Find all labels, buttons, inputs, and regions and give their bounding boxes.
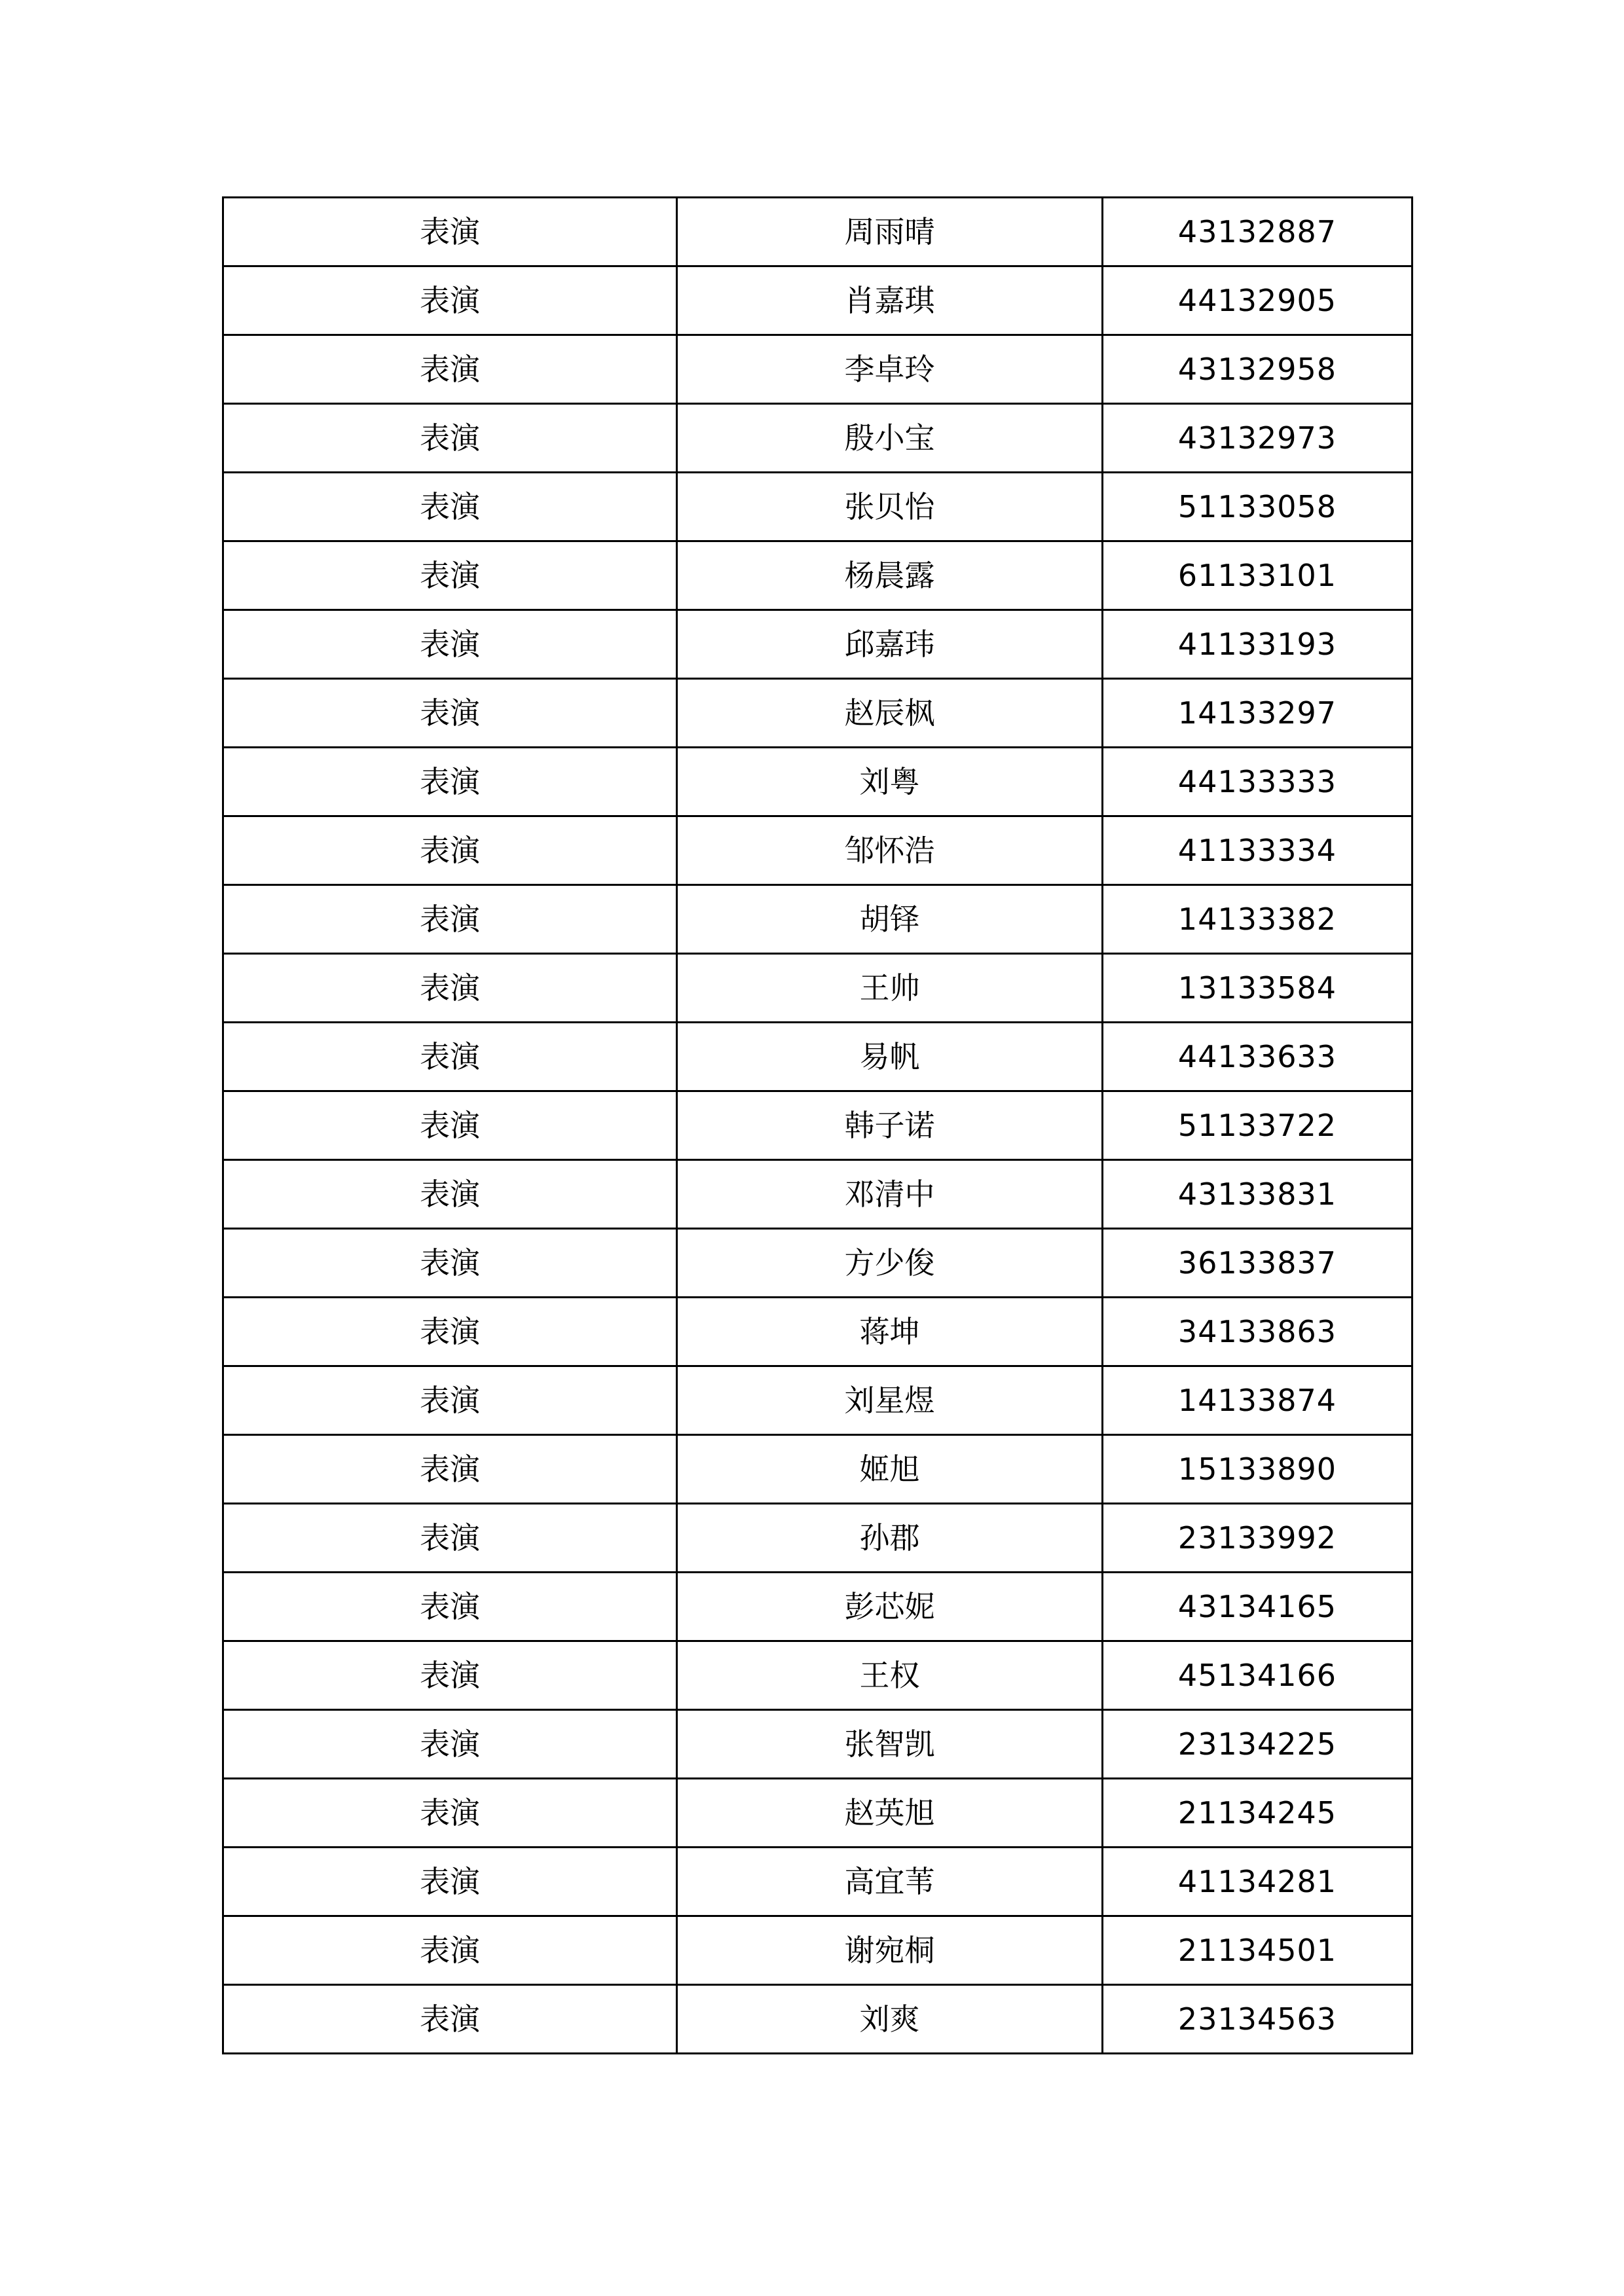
results-table-body [223, 198, 1412, 2054]
number-cell: 23133992 [1103, 1504, 1412, 1573]
major-cell: 表演 [223, 954, 677, 1023]
table-row [223, 1298, 1412, 1366]
number-cell: 51133058 [1103, 473, 1412, 541]
table-row [223, 1023, 1412, 1091]
name-cell: 胡铎 [677, 885, 1103, 954]
number-cell: 43132958 [1103, 335, 1412, 404]
table-row [223, 954, 1412, 1023]
major-cell: 表演 [223, 885, 677, 954]
number-cell: 41133334 [1103, 816, 1412, 885]
name-cell: 高宜苇 [677, 1848, 1103, 1916]
table-row [223, 1573, 1412, 1641]
major-cell: 表演 [223, 1710, 677, 1779]
number-cell: 44132905 [1103, 266, 1412, 335]
table-row [223, 679, 1412, 748]
name-cell: 殷小宝 [677, 404, 1103, 473]
number-cell: 15133890 [1103, 1435, 1412, 1504]
table-row [223, 1229, 1412, 1298]
number-cell: 21134245 [1103, 1779, 1412, 1848]
table-row [223, 198, 1412, 266]
table-row [223, 816, 1412, 885]
table-row [223, 1091, 1412, 1160]
number-cell: 43134165 [1103, 1573, 1412, 1641]
name-cell: 赵辰枫 [677, 679, 1103, 748]
name-cell: 杨晨露 [677, 541, 1103, 610]
table-row [223, 1641, 1412, 1710]
major-cell: 表演 [223, 1573, 677, 1641]
table-row [223, 1160, 1412, 1229]
major-cell: 表演 [223, 816, 677, 885]
table-row [223, 404, 1412, 473]
number-cell: 44133633 [1103, 1023, 1412, 1091]
number-cell: 45134166 [1103, 1641, 1412, 1710]
name-cell: 刘星煜 [677, 1366, 1103, 1435]
major-cell: 表演 [223, 1023, 677, 1091]
major-cell: 表演 [223, 266, 677, 335]
major-cell: 表演 [223, 541, 677, 610]
number-cell: 14133297 [1103, 679, 1412, 748]
name-cell: 韩子诺 [677, 1091, 1103, 1160]
name-cell: 邱嘉玮 [677, 610, 1103, 679]
number-cell: 41133193 [1103, 610, 1412, 679]
table-row [223, 1435, 1412, 1504]
name-cell: 谢宛桐 [677, 1916, 1103, 1985]
major-cell: 表演 [223, 1229, 677, 1298]
table-row [223, 1710, 1412, 1779]
major-cell: 表演 [223, 1779, 677, 1848]
table-row [223, 266, 1412, 335]
table-row [223, 335, 1412, 404]
name-cell: 易帆 [677, 1023, 1103, 1091]
major-cell: 表演 [223, 1848, 677, 1916]
major-cell: 表演 [223, 610, 677, 679]
name-cell: 李卓玲 [677, 335, 1103, 404]
major-cell: 表演 [223, 1916, 677, 1985]
table-row [223, 1848, 1412, 1916]
major-cell: 表演 [223, 1985, 677, 2054]
name-cell: 邓清中 [677, 1160, 1103, 1229]
major-cell: 表演 [223, 1504, 677, 1573]
name-cell: 王权 [677, 1641, 1103, 1710]
table-row [223, 885, 1412, 954]
major-cell: 表演 [223, 1435, 677, 1504]
major-cell: 表演 [223, 404, 677, 473]
table-row [223, 1779, 1412, 1848]
number-cell: 43133831 [1103, 1160, 1412, 1229]
table-row [223, 473, 1412, 541]
number-cell: 36133837 [1103, 1229, 1412, 1298]
major-cell: 表演 [223, 335, 677, 404]
table-row [223, 1916, 1412, 1985]
name-cell: 肖嘉琪 [677, 266, 1103, 335]
number-cell: 51133722 [1103, 1091, 1412, 1160]
name-cell: 姬旭 [677, 1435, 1103, 1504]
name-cell: 孙郡 [677, 1504, 1103, 1573]
number-cell: 43132973 [1103, 404, 1412, 473]
number-cell: 21134501 [1103, 1916, 1412, 1985]
table-row [223, 1985, 1412, 2054]
name-cell: 邹怀浩 [677, 816, 1103, 885]
number-cell: 13133584 [1103, 954, 1412, 1023]
table-row [223, 1366, 1412, 1435]
name-cell: 赵英旭 [677, 1779, 1103, 1848]
number-cell: 43132887 [1103, 198, 1412, 266]
major-cell: 表演 [223, 1091, 677, 1160]
name-cell: 王帅 [677, 954, 1103, 1023]
major-cell: 表演 [223, 748, 677, 816]
table-row [223, 748, 1412, 816]
name-cell: 方少俊 [677, 1229, 1103, 1298]
major-cell: 表演 [223, 473, 677, 541]
name-cell: 张智凯 [677, 1710, 1103, 1779]
name-cell: 彭芯妮 [677, 1573, 1103, 1641]
number-cell: 14133874 [1103, 1366, 1412, 1435]
major-cell: 表演 [223, 679, 677, 748]
name-cell: 刘爽 [677, 1985, 1103, 2054]
results-table [222, 196, 1413, 2054]
number-cell: 44133333 [1103, 748, 1412, 816]
number-cell: 14133382 [1103, 885, 1412, 954]
major-cell: 表演 [223, 1366, 677, 1435]
major-cell: 表演 [223, 1641, 677, 1710]
number-cell: 34133863 [1103, 1298, 1412, 1366]
table-row [223, 610, 1412, 679]
major-cell: 表演 [223, 1298, 677, 1366]
number-cell: 23134225 [1103, 1710, 1412, 1779]
name-cell: 蒋坤 [677, 1298, 1103, 1366]
number-cell: 61133101 [1103, 541, 1412, 610]
name-cell: 张贝怡 [677, 473, 1103, 541]
name-cell: 刘粤 [677, 748, 1103, 816]
number-cell: 41134281 [1103, 1848, 1412, 1916]
number-cell: 23134563 [1103, 1985, 1412, 2054]
major-cell: 表演 [223, 1160, 677, 1229]
table-row [223, 541, 1412, 610]
table-row [223, 1504, 1412, 1573]
name-cell: 周雨晴 [677, 198, 1103, 266]
major-cell: 表演 [223, 198, 677, 266]
